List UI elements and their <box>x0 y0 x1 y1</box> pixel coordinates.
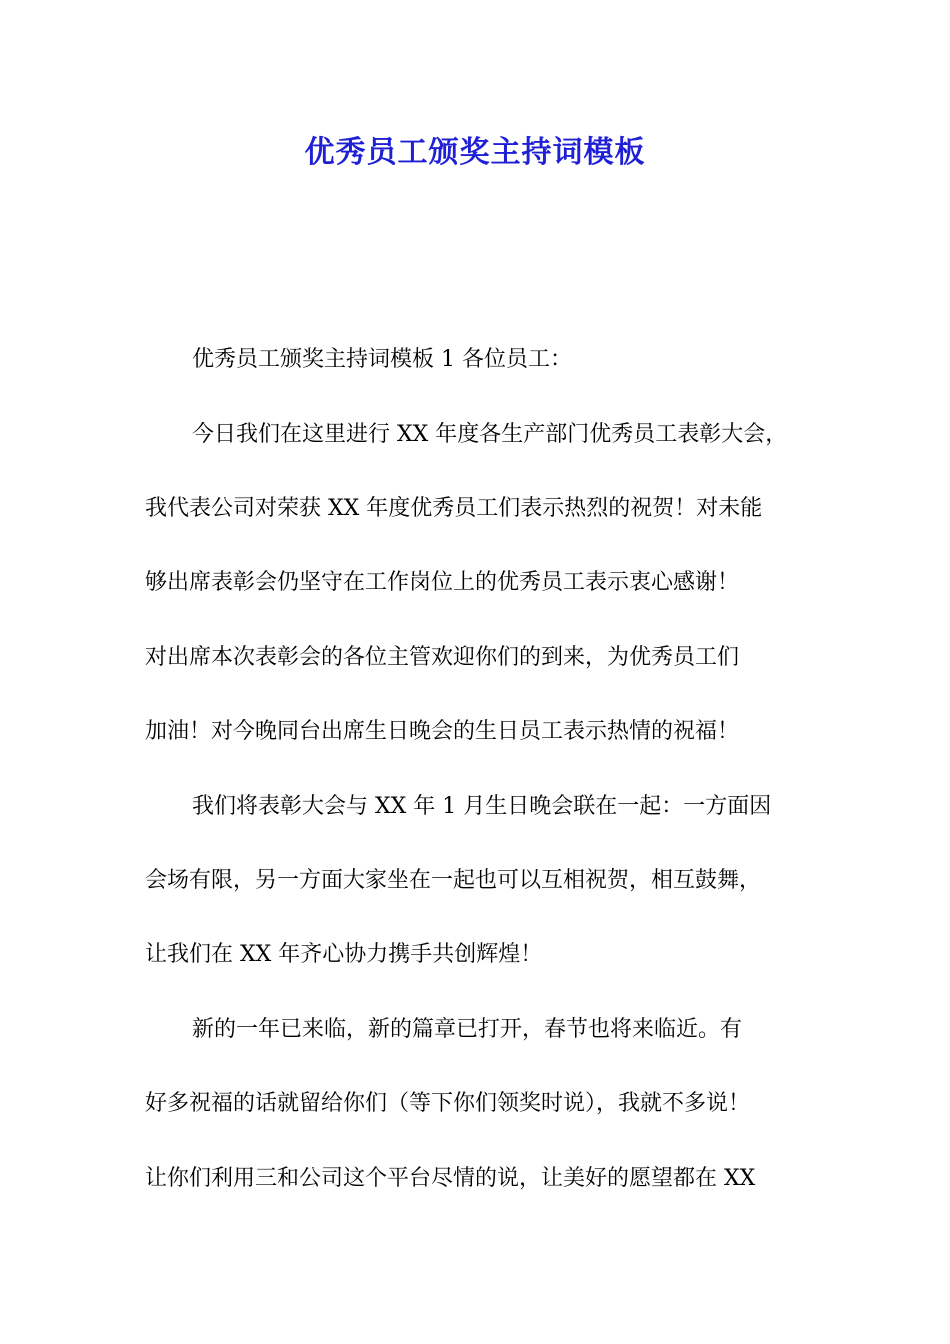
text-line: 对出席本次表彰会的各位主管欢迎你们的到来，为优秀员工们 <box>145 645 740 670</box>
text-line: 够出席表彰会仍坚守在工作岗位上的优秀员工表示衷心感谢！ <box>145 570 740 595</box>
text-line: 加油！对今晚同台出席生日晚会的生日员工表示热情的祝福！ <box>145 719 740 744</box>
text-line: 我代表公司对荣获 XX 年度优秀员工们表示热烈的祝贺！对未能 <box>145 496 763 521</box>
text-line: 今日我们在这里进行 XX 年度各生产部门优秀员工表彰大会， <box>192 422 788 447</box>
text-line: 会场有限，另一方面大家坐在一起也可以互相祝贺，相互鼓舞， <box>145 868 762 893</box>
text-line: 新的一年已来临，新的篇章已打开，春节也将来临近。有 <box>192 1017 743 1042</box>
text-line: 让我们在 XX 年齐心协力携手共创辉煌！ <box>145 942 543 967</box>
text-line: 我们将表彰大会与 XX 年 1 月生日晚会联在一起：一方面因 <box>192 794 772 819</box>
text-line: 优秀员工颁奖主持词模板 1 各位员工： <box>192 347 572 372</box>
text-line: 让你们利用三和公司这个平台尽情的说，让美好的愿望都在 XX <box>145 1166 756 1191</box>
document-title: 优秀员工颁奖主持词模板 <box>304 135 646 170</box>
text-line: 好多祝福的话就留给你们（等下你们领奖时说），我就不多说！ <box>145 1091 751 1116</box>
